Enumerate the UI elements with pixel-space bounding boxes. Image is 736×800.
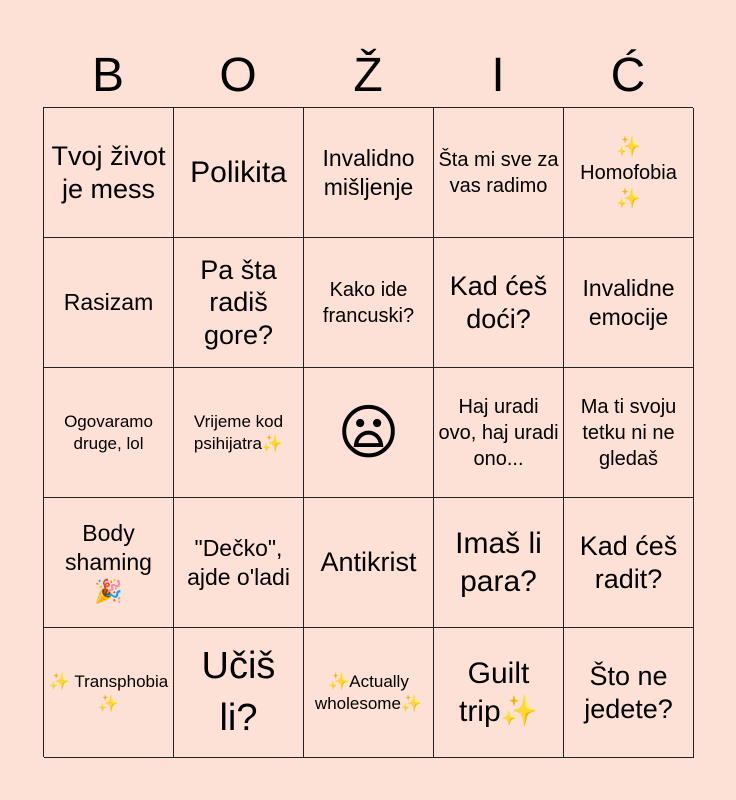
- header-letter-z: Ž: [353, 49, 383, 102]
- bingo-cell[interactable]: [304, 498, 434, 628]
- bingo-cell[interactable]: [434, 628, 564, 758]
- bingo-cell[interactable]: [434, 498, 564, 628]
- bingo-cell[interactable]: [564, 108, 694, 238]
- bingo-cell[interactable]: [564, 368, 694, 498]
- bingo-cell[interactable]: [174, 108, 304, 238]
- cell-text: "Dečko", ajde o'ladi: [187, 534, 290, 590]
- header-letter-o: O: [219, 49, 257, 102]
- bingo-cell[interactable]: [44, 368, 174, 498]
- bingo-cell-free[interactable]: [304, 368, 434, 498]
- cell-text: Kako ide francuski?: [322, 278, 415, 327]
- frowning-face-icon: 😦: [337, 398, 400, 466]
- cell-text: Invalidne emocije: [582, 274, 675, 330]
- bingo-cell[interactable]: [304, 628, 434, 758]
- bingo-cell[interactable]: [564, 498, 694, 628]
- cell-text: Učiš li?: [201, 645, 276, 739]
- cell-text: Ogovaramo druge, lol: [64, 412, 153, 453]
- bingo-cell[interactable]: [44, 628, 174, 758]
- cell-text: Tvoj život je mess: [51, 141, 166, 204]
- bingo-cell[interactable]: [174, 628, 304, 758]
- cell-text: Invalidno mišljenje: [322, 144, 415, 200]
- bingo-board: [43, 107, 693, 757]
- cell-text: Haj uradi ovo, haj uradi ono...: [438, 395, 559, 470]
- cell-text: Ma ti svoju tetku ni ne gledaš: [580, 395, 677, 470]
- cell-text: ✨ Homofobia ✨: [580, 135, 677, 210]
- bingo-cell[interactable]: [44, 498, 174, 628]
- bingo-cell[interactable]: [564, 628, 694, 758]
- bingo-cell[interactable]: [434, 238, 564, 368]
- bingo-cell[interactable]: [304, 108, 434, 238]
- cell-text: Rasizam: [63, 289, 154, 316]
- cell-text: Imaš li para?: [455, 527, 542, 598]
- bingo-cell[interactable]: [174, 238, 304, 368]
- bingo-cell[interactable]: [564, 238, 694, 368]
- bingo-cell[interactable]: [44, 238, 174, 368]
- cell-text: Šta mi sve za vas radimo: [438, 148, 559, 197]
- cell-text: Antikrist: [320, 547, 417, 578]
- bingo-cell[interactable]: [434, 108, 564, 238]
- cell-text: Body shaming 🎉: [65, 520, 152, 604]
- header-letter-c: Ć: [610, 49, 646, 102]
- header-letter-b: B: [91, 49, 124, 102]
- bingo-cell[interactable]: [434, 368, 564, 498]
- bingo-cell[interactable]: [174, 368, 304, 498]
- cell-text: ✨Actually wholesome✨: [314, 672, 423, 713]
- header-letter-i: I: [491, 49, 505, 102]
- bingo-header: [43, 44, 693, 108]
- bingo-cell[interactable]: [174, 498, 304, 628]
- cell-text: Pa šta radiš gore?: [200, 254, 277, 350]
- cell-text: ✨ Transphobia ✨: [48, 672, 169, 713]
- cell-text: Kad ćeš doći?: [449, 271, 548, 334]
- cell-text: Što ne jedete?: [584, 661, 673, 724]
- cell-text: Vrijeme kod psihijatra✨: [193, 412, 284, 453]
- cell-text: Polikita: [190, 155, 287, 189]
- bingo-cell[interactable]: [44, 108, 174, 238]
- bingo-cell[interactable]: [304, 238, 434, 368]
- cell-text: Kad ćeš radit?: [579, 531, 678, 594]
- cell-text: Guilt trip✨: [458, 657, 539, 728]
